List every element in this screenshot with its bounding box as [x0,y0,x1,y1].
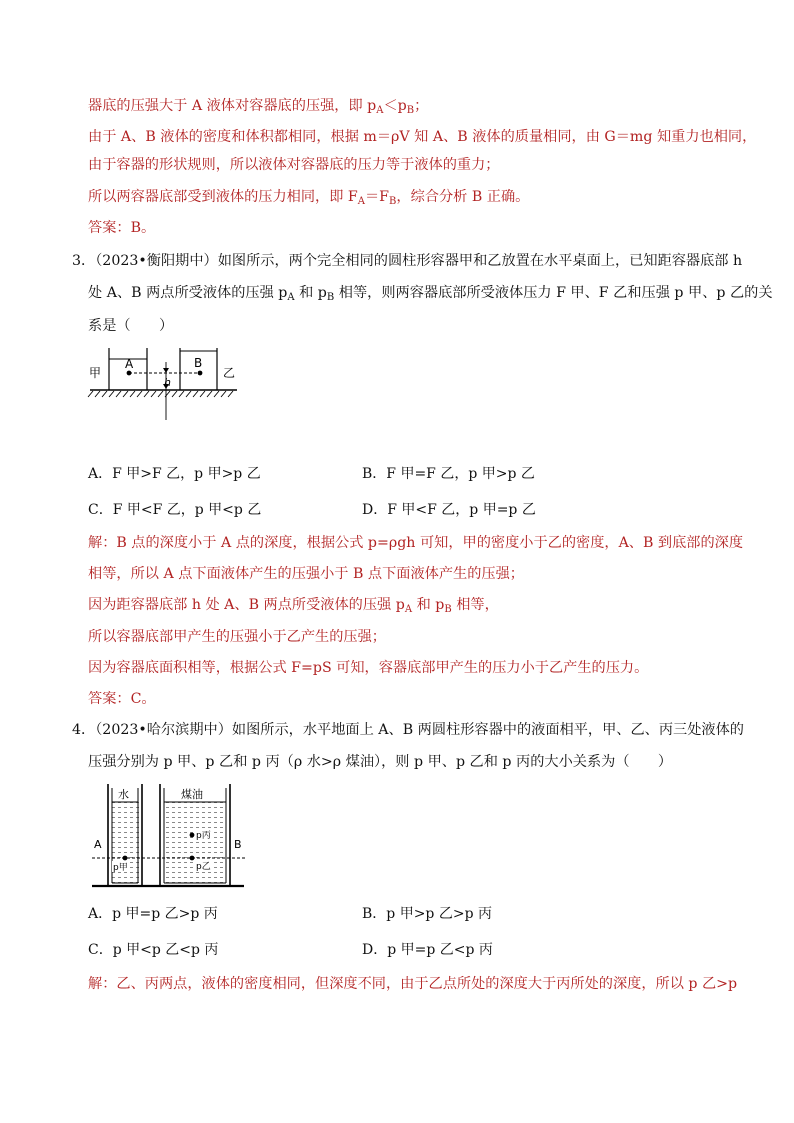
text: 和 p [412,597,445,613]
subscript: A [376,105,384,116]
subscript: B [389,196,397,207]
subscript: A [357,196,365,207]
point-b-dot [198,371,203,376]
text: 相等， [451,597,499,613]
q3-solution-line-2: 相等，所以 A 点下面液体产生的压强小于 B 点下面液体产生的压强； [88,566,524,582]
point-a-dot [127,371,132,376]
subscript: A [404,604,413,615]
q3-stem-line-3: 系是（ ） [88,318,174,334]
q3-choice-b[interactable]: B．F 甲=F 乙，p 甲>p 乙 [362,466,535,482]
label-water: 水 [118,788,129,801]
prev-solution-line-4 [88,187,529,212]
label-point-a: A [125,357,134,371]
text: ＜p [383,98,407,114]
q3-stem-line-1: 3．（2023•衡阳期中）如图所示，两个完全相同的圆柱形容器甲和乙放置在水平桌面上，已知距容器底部 h [72,253,743,269]
point-jia-dot [123,856,128,861]
q4-choice-d[interactable]: D．p 甲=p 乙<p 丙 [362,942,493,958]
q4-choice-a[interactable]: A．p 甲=p 乙>p 丙 [88,906,218,922]
q3-solution-line-5: 因为容器底面积相等，根据公式 F=pS 可知，容器底部甲产生的压力小于乙产生的压力。 [88,660,649,676]
q4-choice-b[interactable]: B．p 甲>p 乙>p 丙 [362,906,492,922]
subscript: B [444,604,452,615]
label-p-jia: p甲 [113,863,128,873]
subscript: B [406,105,415,116]
q3-figure [85,340,245,432]
text: ，综合分析 B 正确。 [396,189,530,205]
kerosene-liquid [164,802,226,886]
label-h: h [164,376,171,389]
subscript: A [287,292,295,303]
q3-solution-line-3 [88,595,499,620]
q3-stem-line-2 [88,283,773,308]
water-liquid [110,802,140,886]
prev-solution-line-1 [88,96,428,121]
text: 因为距容器底部 h 处 A、B 两点所受液体的压强 p [88,597,405,613]
text: ＝F [364,189,390,205]
q4-figure [88,780,250,892]
q4-choice-c[interactable]: C．p 甲<p 乙<p 丙 [88,942,219,958]
label-jia: 甲 [89,366,102,380]
text: 器底的压强大于 A 液体对容器底的压强，即 p [88,98,377,114]
q3-choice-a[interactable]: A．F 甲>F 乙，p 甲>p 乙 [88,466,261,482]
text: 处 A、B 两点所受液体的压强 p [88,285,288,301]
q4-stem-line-2: 压强分别为 p 甲、p 乙和 p 丙（ρ 水>ρ 煤油），则 p 甲、p 乙和 p 丙的大小关系为（ ） [88,754,673,770]
label-kerosene: 煤油 [181,788,203,801]
subscript: B [326,292,335,303]
point-bing-dot [190,833,195,838]
prev-solution-line-3: 由于容器的形状规则，所以液体对容器底的压力等于液体的重力； [88,157,500,173]
q3-choice-c[interactable]: C．F 甲<F 乙，p 甲<p 乙 [88,502,262,518]
point-yi-dot [190,856,195,861]
text: 相等，则两容器底部所受液体压力 F 甲、F 乙和压强 p 甲、p 乙的关 [334,285,773,301]
text: 所以两容器底部受到液体的压力相同，即 F [88,189,358,205]
label-p-yi: p乙 [196,862,211,872]
label-container-b: B [234,838,242,851]
label-yi: 乙 [223,366,236,380]
q3-choice-d[interactable]: D．F 甲<F 乙，p 甲=p 乙 [362,502,536,518]
q3-solution-line-4: 所以容器底部甲产生的压强小于乙产生的压强； [88,629,386,645]
label-point-b: B [194,356,203,370]
prev-solution-line-2: 由于 A、B 液体的密度和体积都相同，根据 m＝ρV 知 A、B 液体的质量相同，由 G＝mg 知重力也相同， [88,129,757,145]
q3-answer: 答案：C。 [88,691,156,707]
q4-stem-line-1: 4．（2023•哈尔滨期中）如图所示，水平地面上 A、B 两圆柱形容器中的液面相平，甲、乙、丙三处液体的 [72,722,744,738]
label-p-bing: p丙 [196,831,211,841]
q3-solution-line-1: 解：B 点的深度小于 A 点的深度，根据公式 p=ρgh 可知，甲的密度小于乙的密度，A、B 到底部的深度 [88,535,744,551]
q4-solution-line-1: 解：乙、丙两点，液体的密度相同，但深度不同，由于乙点所处的深度大于丙所处的深度，所以 p 乙>p [88,976,738,992]
text: ； [414,98,429,114]
label-container-a: A [94,838,102,851]
prev-answer: 答案：B。 [88,220,156,236]
text: 和 p [294,285,327,301]
